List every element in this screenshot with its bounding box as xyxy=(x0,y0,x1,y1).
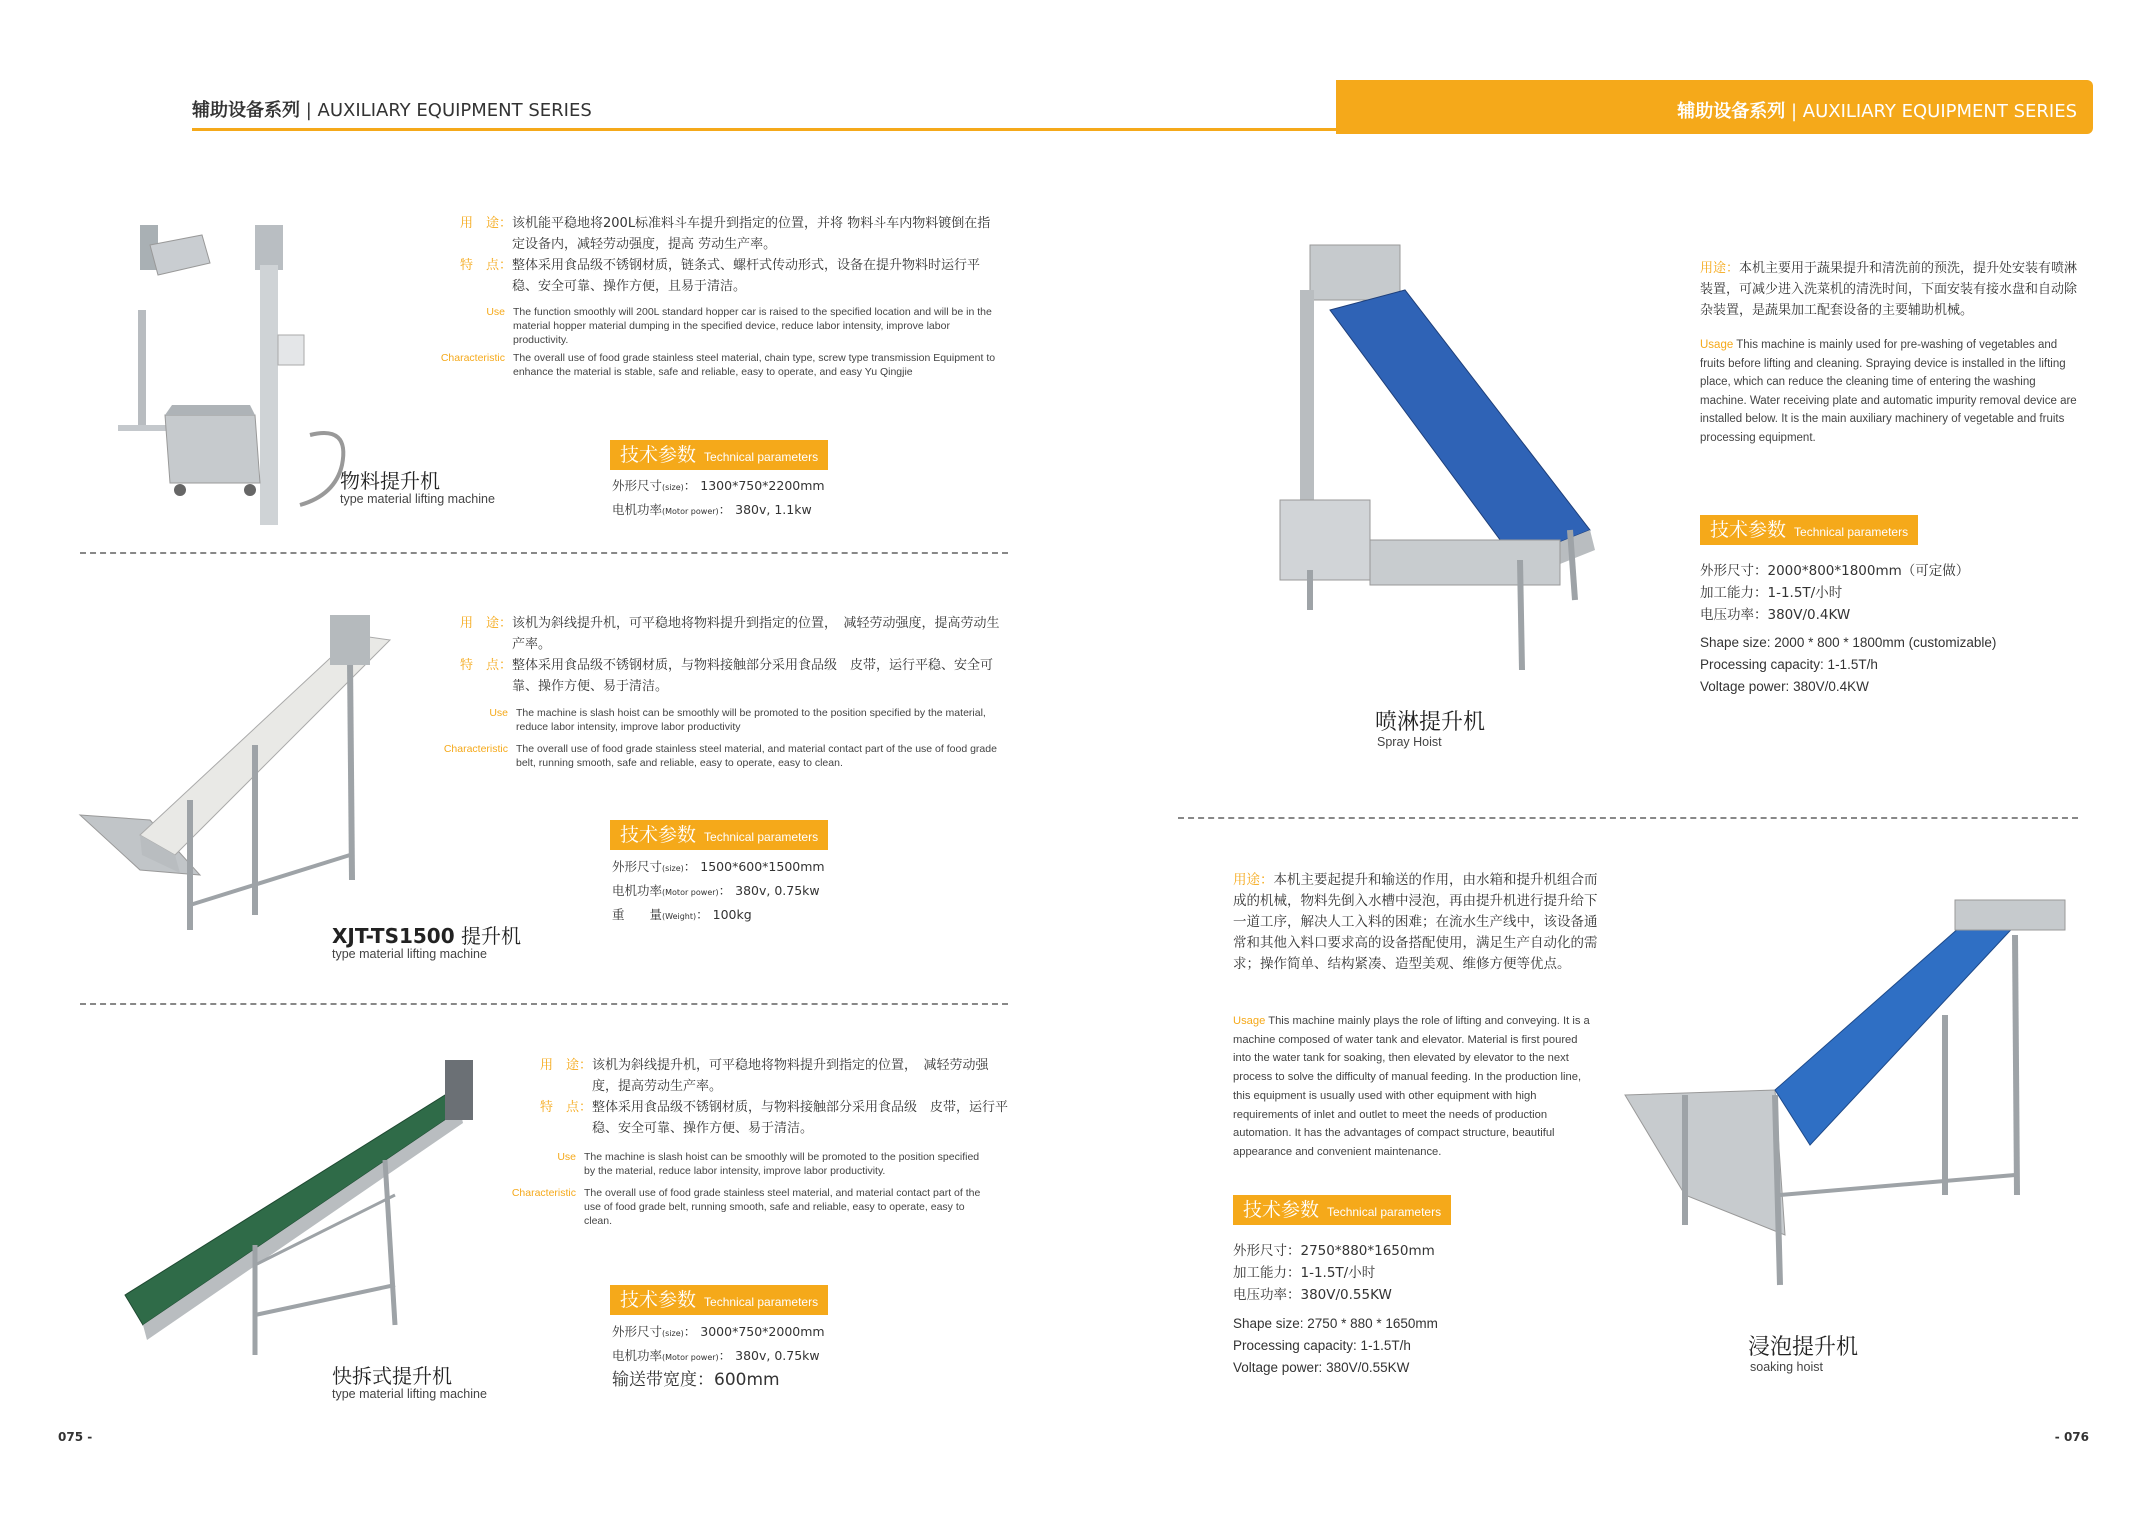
p1-feat-text-en: The overall use of food grade stainless steel material, chain type, screw type transmission Equipment to enhance the material is stable, safe and reliable, easy to operate, and easy Yu Qingjie xyxy=(513,352,996,378)
xjt-ts1500-lifter-image xyxy=(80,605,410,945)
p1-use-cn xyxy=(440,213,1000,297)
spec-line: Processing capacity: 1-1.5T/h xyxy=(1233,1338,1411,1353)
p4-param-banner xyxy=(1700,515,1918,545)
p4-name-en: Spray Hoist xyxy=(1377,735,1442,749)
p4-specs-cn xyxy=(1700,560,1969,626)
header-left-en: AUXILIARY EQUIPMENT SERIES xyxy=(317,100,592,121)
p2-cn xyxy=(440,613,1010,697)
spec-value: ： 1300*750*2200mm xyxy=(683,478,825,493)
spec-line: Voltage power: 380V/0.55KW xyxy=(1233,1360,1410,1375)
p3-use-label-cn: 用 途： xyxy=(539,1058,592,1073)
p4-use-cn xyxy=(1700,258,2085,321)
p2-name-en: type material lifting machine xyxy=(332,947,487,961)
spec-value: ： 380v, 0.75kw xyxy=(718,1348,820,1363)
param-title-en: Technical parameters xyxy=(704,450,819,464)
p1-name-cn: 物料提升机 xyxy=(340,469,440,493)
p5-use-en xyxy=(1233,1012,1598,1162)
param-title-en: Technical parameters xyxy=(1327,1205,1442,1219)
p5-use-label-cn: 用途： xyxy=(1233,872,1274,888)
p2-use-text-cn: 该机为斜线提升机，可平稳地将物料提升到指定的位置， 减轻劳动强度，提高劳动生产率。 xyxy=(512,616,1000,652)
p1-en xyxy=(400,305,1000,379)
param-title-cn: 技术参数 xyxy=(620,444,697,466)
spec-key: 外形尺寸 xyxy=(612,859,663,874)
divider xyxy=(1178,817,2078,819)
header-left-cn: 辅助设备系列 xyxy=(192,100,300,121)
p2-feat-label-cn: 特 点： xyxy=(459,658,512,673)
page-number-right: - 076 xyxy=(2054,1430,2089,1444)
p3-spec-belt: 输送带宽度：600mm xyxy=(612,1370,780,1390)
spec-line: 电压功率：380V/0.55KW xyxy=(1233,1287,1392,1303)
header-right-sep: | xyxy=(1790,101,1798,122)
spec-line: 加工能力：1-1.5T/小时 xyxy=(1233,1265,1376,1281)
param-title-en: Technical parameters xyxy=(704,830,819,844)
spec-value: ： 100kg xyxy=(696,907,752,922)
quick-release-lifter-image xyxy=(115,1055,475,1365)
header-right-cn: 辅助设备系列 xyxy=(1677,101,1786,122)
spec-key: 电机功率 xyxy=(612,502,663,517)
p1-name-en: type material lifting machine xyxy=(340,492,495,506)
p1-feat-text-cn: 整体采用食品级不锈钢材质，链条式、螺杆式传动形式，设备在提升物料时运行平稳、安全可靠、操作方便，且易于清洁。 xyxy=(512,258,981,294)
material-lifter-image xyxy=(110,215,370,515)
p1-use-label-cn: 用 途： xyxy=(459,216,512,231)
param-title-en: Technical parameters xyxy=(704,1295,819,1309)
p4-use-en xyxy=(1700,336,2085,447)
p5-use-label-en: Usage xyxy=(1233,1015,1266,1027)
spec-sub: (size) xyxy=(662,864,684,873)
p1-feat-label-cn: 特 点： xyxy=(459,258,512,273)
p5-specs-cn xyxy=(1233,1240,1435,1306)
spec-line: 加工能力：1-1.5T/小时 xyxy=(1700,585,1843,601)
p3-param-banner xyxy=(610,1285,828,1315)
p1-param-banner xyxy=(610,440,828,470)
p4-specs-en xyxy=(1700,632,1996,698)
spec-line: 外形尺寸：2750*880*1650mm xyxy=(1233,1243,1435,1259)
p3-use-text-en: The machine is slash hoist can be smoothly will be promoted to the position specified by the material, reduce labor intensity, improve labor productivity. xyxy=(584,1151,980,1177)
spec-value: ： 3000*750*2000mm xyxy=(683,1324,825,1339)
param-title-en: Technical parameters xyxy=(1794,525,1909,539)
spec-sub: (Motor power) xyxy=(662,888,719,897)
spec-sub: (Motor power) xyxy=(662,1353,719,1362)
p1-use-text-en: The function smoothly will 200L standard hopper car is raised to the specified location and will be in the material hopper material dumping in the specified device, reduce labor intensity, improve labor productivity. xyxy=(513,306,992,346)
p5-use-text-en: This machine mainly plays the role of lifting and conveying. It is a machine composed of water tank and elevator. Material is first poured into the water tank for soaking, then elevated by elevator to the next process to solve the difficulty of manual feeding. In the production line, this equipment is usually used with other equipment with high requirements of inlet and outlet to meet the needs of production automation. It has the advantages of compact structure, beautiful appearance and convenient maintenance. xyxy=(1233,1015,1590,1158)
spec-value: ： 1500*600*1500mm xyxy=(683,859,825,874)
header-rule xyxy=(192,128,1342,131)
p3-feat-text-en: The overall use of food grade stainless steel material, and material contact part of the use of food grade belt, running smooth, safe and reliable, easy to operate, easy to clean. xyxy=(584,1187,981,1227)
p4-use-label-cn: 用途： xyxy=(1700,261,1740,276)
p3-use-label-en: Use xyxy=(557,1151,576,1163)
spec-key: 外形尺寸 xyxy=(612,478,663,493)
p2-name-cn: 提升机 xyxy=(454,924,521,948)
p5-use-cn xyxy=(1233,870,1598,975)
spec-sub: (size) xyxy=(662,483,684,492)
p2-en xyxy=(400,706,1010,770)
divider xyxy=(80,552,1008,554)
p1-feat-label-en: Characteristic xyxy=(440,352,505,364)
p3-cn xyxy=(520,1055,1010,1139)
spec-sub: (size) xyxy=(662,1329,684,1338)
soaking-hoist-image xyxy=(1625,895,2085,1315)
p3-use-text-cn: 该机为斜线提升机，可平稳地将物料提升到指定的位置， 减轻劳动强度，提高劳动生产率。 xyxy=(592,1058,989,1094)
divider xyxy=(80,1003,1008,1005)
p3-feat-label-cn: 特 点： xyxy=(539,1100,592,1115)
param-title-cn: 技术参数 xyxy=(620,1289,697,1311)
spec-key: 重 量 xyxy=(612,907,663,922)
spec-line: Voltage power: 380V/0.4KW xyxy=(1700,679,1869,694)
header-left xyxy=(192,96,592,122)
p1-use-text-cn: 该机能平稳地将200L标准料斗车提升到指定的位置，并将 物料斗车内物料镀倒在指定设备内，减轻劳动强度，提高 劳动生产率。 xyxy=(512,216,991,252)
p2-model: XJT-TS1500 xyxy=(332,924,455,948)
p2-use-text-en: The machine is slash hoist can be smoothly will be promoted to the position specified by the material, reduce labor intensity, improve labor productivity xyxy=(516,707,986,733)
header-right xyxy=(1677,97,2077,123)
p3-name-cn: 快拆式提升机 xyxy=(332,1364,452,1388)
p5-use-text-cn: 本机主要起提升和输送的作用，由水箱和提升机组合而成的机械，物料先倒入水槽中浸泡，再由提升机进行提升给下一道工序，解决人工入料的困难；在流水生产线中，该设备通常和其他入料口要求高的设备搭配使用，满足生产自动化的需求；操作简单、结构紧凑、造型美观、维修方便等优点。 xyxy=(1233,872,1598,972)
p4-name-cn: 喷淋提升机 xyxy=(1375,710,1486,735)
spec-key: 电机功率 xyxy=(612,1348,663,1363)
spec-key: 外形尺寸 xyxy=(612,1324,663,1339)
spec-sub: (Motor power) xyxy=(662,507,719,516)
p5-name-cn: 浸泡提升机 xyxy=(1748,1335,1859,1360)
spec-line: Shape size: 2000 * 800 * 1800mm (customizable) xyxy=(1700,635,1997,650)
p2-specs xyxy=(612,856,825,928)
spec-line: Processing capacity: 1-1.5T/h xyxy=(1700,657,1878,672)
p2-param-banner xyxy=(610,820,828,850)
p3-en xyxy=(470,1150,990,1228)
p2-name xyxy=(332,920,521,949)
p2-use-label-cn: 用 途： xyxy=(459,616,512,631)
spec-value: ： 380v, 0.75kw xyxy=(718,883,820,898)
spec-line: 外形尺寸：2000*800*1800mm（可定做） xyxy=(1700,563,1970,579)
p4-use-label-en: Usage xyxy=(1700,339,1734,351)
p2-use-label-en: Use xyxy=(489,707,508,719)
page-number-left: 075 - xyxy=(58,1430,93,1444)
p5-specs-en xyxy=(1233,1313,1438,1379)
spec-line: 电压功率：380V/0.4KW xyxy=(1700,607,1851,623)
param-title-cn: 技术参数 xyxy=(620,824,697,846)
header-right-en: AUXILIARY EQUIPMENT SERIES xyxy=(1802,101,2077,122)
p2-feat-text-en: The overall use of food grade stainless steel material, and material contact part of the use of food grade belt, running smooth, safe and reliable, easy to operate, easy to clean. xyxy=(516,743,997,769)
spec-key: 电机功率 xyxy=(612,883,663,898)
spray-hoist-image xyxy=(1250,230,1630,690)
spec-value: ： 380v, 1.1kw xyxy=(718,502,812,517)
param-title-cn: 技术参数 xyxy=(1243,1199,1320,1221)
header-left-sep: | xyxy=(305,100,312,121)
p3-name-en: type material lifting machine xyxy=(332,1387,487,1401)
p4-use-text-en: This machine is mainly used for pre-washing of vegetables and fruits before lifting and cleaning. Spraying device is installed in the lifting place, which can reduce the cleaning time of entering the washing machine. Water receiving plate and automatic impurity removal device are installed below. It is the main auxiliary machinery of vegetable and fruits processing equipment. xyxy=(1700,339,2077,444)
param-title-cn: 技术参数 xyxy=(1710,519,1787,541)
p3-specs xyxy=(612,1321,825,1391)
p1-specs xyxy=(612,475,825,523)
spec-sub: (Weight) xyxy=(662,912,697,921)
p1-use-label-en: Use xyxy=(486,306,505,318)
p3-feat-label-en: Characteristic xyxy=(511,1187,576,1199)
p5-param-banner xyxy=(1233,1195,1451,1225)
p4-use-text-cn: 本机主要用于蔬果提升和清洗前的预洗，提升处安装有喷淋装置，可减少进入洗菜机的清洗时间，下面安装有接水盘和自动除杂装置，是蔬果加工配套设备的主要辅助机械。 xyxy=(1700,261,2078,318)
p3-feat-text-cn: 整体采用食品级不锈钢材质，与物料接触部分采用食品级 皮带，运行平稳、安全可靠、操作方便、易于清洁。 xyxy=(592,1100,1009,1136)
p2-feat-label-en: Characteristic xyxy=(443,743,508,755)
p5-name-en: soaking hoist xyxy=(1750,1360,1823,1374)
p2-feat-text-cn: 整体采用食品级不锈钢材质，与物料接触部分采用食品级 皮带，运行平稳、安全可靠、操作方便、易于清洁。 xyxy=(512,658,994,694)
spec-line: Shape size: 2750 * 880 * 1650mm xyxy=(1233,1316,1438,1331)
